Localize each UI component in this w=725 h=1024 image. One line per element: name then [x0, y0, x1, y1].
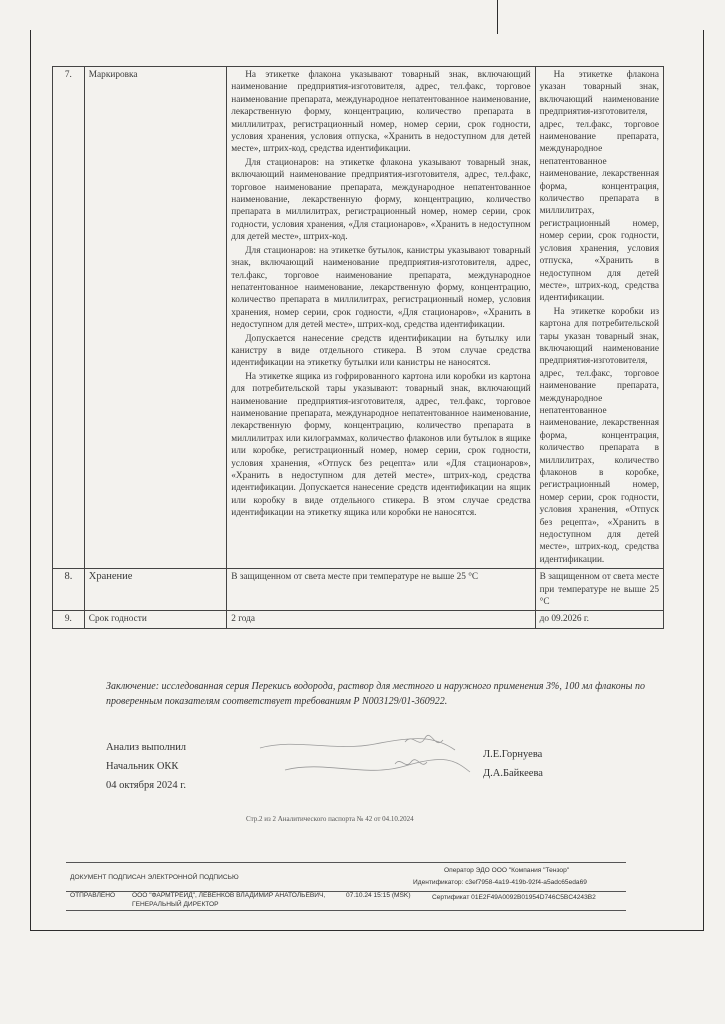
edo-stamp — [66, 862, 626, 912]
edo-certificate: Сертификат 01E2F49A0092B01954D746C5BC4243B2 — [432, 894, 596, 901]
row-number: 9. — [53, 611, 85, 628]
row-number: 7. — [53, 67, 85, 569]
head-name: Д.А.Байкеева — [483, 768, 543, 779]
fact-paragraph: На этикетке коробки из картона для потребительской тары указан товарный знак, включающий наименование предприятия-изготовителя, адрес, тел.факс, торговое наименование препарата, международное непатентованное наименование, лекарственная форма, концентрация, количество препарата в миллилитрах, количество флаконов в коробке, регистрационный номер, номер серии, срок годности, условия хранения, «Отпуск без рецепта», «Хранить в недоступном для детей месте», штрих-код, средства идентификации. — [539, 306, 659, 565]
row-name: Срок годности — [84, 611, 226, 628]
requirement-paragraph: На этикетке флакона указывают товарный знак, включающий наименование предприятия-изготовителя, адрес, тел.факс, торговое наименование препарата, международное непатентованное наименование, лекарственную форму, концентрацию, количество препарата в миллилитрах, регистрационный номер, номер серии, срок годности, условия хранения, условия отпуска, «Хранить в недоступном для детей месте», штрих-код, средства идентификации. — [231, 70, 531, 155]
signature-names — [483, 745, 543, 783]
requirement-paragraph: Для стационаров: на этикетке бутылок, канистры указывают товарный знак, включающий наименование предприятия-изготовителя, адрес, тел.факс, торговое наименование препарата, международное непатентованное наименование, лекарственную форму, концентрацию, количество препарата в миллилитрах, регистрационный номер, условия хранения, номер серии, срок годности, «Для стационаров», «Хранить в недоступном для детей месте», штрих-код, средства идентификации. — [231, 245, 531, 331]
table-row — [53, 611, 664, 628]
row-fact: В защищенном от света месте при температуре не выше 25 °С — [535, 569, 663, 611]
requirement-paragraph: Для стационаров: на этикетке флакона указывают товарный знак, включающий наименование предприятия-изготовителя, адрес, тел.факс, торговое наименование препарата, международное непатентованное наименование, лекарственную форму, концентрацию, количество препарата в миллилитрах, регистрационный номер, номер серии, срок годности, условия хранения, «Для стационаров», «Хранить в недоступном для детей месте», штрих-код. — [231, 157, 531, 243]
edo-operator: Оператор ЭДО ООО "Компания "Тензор" — [444, 867, 570, 874]
edo-identifier: Идентификатор: c3ef7958-4a19-419b-92f4-a5adc65eda69 — [413, 879, 587, 886]
row-name: Маркировка — [84, 67, 226, 569]
edo-header — [66, 862, 626, 892]
row-name: Хранение — [84, 569, 226, 611]
requirement-paragraph: Допускается нанесение средств идентификации на бутылку или канистру в виде отдельного стикера. В этом случае средства идентификации на этикетку бутылки или канистры не наносятся. — [231, 333, 531, 369]
scan-edge-line — [497, 0, 498, 34]
signature-labels — [106, 738, 186, 795]
row-number: 8. — [53, 569, 85, 611]
edo-sent-label: ОТПРАВЛЕНО — [70, 892, 116, 899]
row-fact — [535, 67, 663, 569]
edo-signed-label: ДОКУМЕНТ ПОДПИСАН ЭЛЕКТРОННОЙ ПОДПИСЬЮ — [70, 874, 239, 881]
conclusion-text: Заключение: исследованная серия Перекись водорода, раствор для местного и наружного применения 3%, 100 мл флаконы по проверенным показателям соответствует требованиям Р N003129/01-360922. — [106, 681, 645, 707]
analyst-name: Л.Е.Горнуева — [483, 749, 543, 760]
scan-bottom-line — [30, 930, 704, 931]
requirement-paragraph: На этикетке ящика из гофрированного картона или коробки из картона для потребительской тары указывают: товарный знак, включающий наименование предприятия-изготовителя, адрес, тел.факс, торговое наименование препарата, международное непатентованное наименование, лекарственную форму, концентрацию, количество препарата в миллилитрах или килограммах, количество флаконов или бутылок в ящике или коробке, регистрационный номер, номер серии, срок годности, условия хранения, «Отпуск без рецепта» или «Для стационаров», «Хранить в недоступном для детей месте», штрих-код, средства идентификации. Допускается нанесение средств идентификации на ящик или коробку в виде отдельного стикера. В этом случае средства идентификации на этикетку ящика или коробки не наносятся. — [231, 371, 531, 519]
analysis-label: Анализ выполнил — [106, 742, 187, 753]
edo-sender: ООО "ФАРМТРЕЙД", ЛЕВЕНКОВ ВЛАДИМИР АНАТОЛЬЕВИЧ, — [132, 892, 326, 899]
row-requirement: В защищенном от света месте при температуре не выше 25 °С — [227, 569, 535, 611]
handwritten-signature — [255, 730, 485, 785]
table-row — [53, 67, 664, 569]
spec-table — [52, 66, 664, 629]
fact-paragraph: На этикетке флакона указан товарный знак, включающий наименование предприятия-изготовителя, адрес, тел.факс, торговое наименование препарата, международное непатентованное наименование, лекарственная форма, концентрация, количество препарата в миллилитрах, регистрационный номер, номер серии, срок годности, условия хранения, условия отпуска, «Хранить в недоступном для детей месте», штрих-код, средства идентификации. — [539, 70, 659, 304]
edo-sent-row — [66, 890, 626, 911]
page-note: Стр.2 из 2 Аналитического паспорта № 42 от 04.10.2024 — [246, 815, 414, 823]
edo-timestamp: 07.10.24 15:15 (MSK) — [346, 892, 411, 899]
row-requirement — [227, 67, 535, 569]
table-row — [53, 569, 664, 611]
row-requirement: 2 года — [227, 611, 535, 628]
signature-date: 04 октября 2024 г. — [106, 780, 187, 791]
head-label: Начальник ОКК — [106, 761, 179, 772]
edo-sender-role: ГЕНЕРАЛЬНЫЙ ДИРЕКТОР — [132, 901, 219, 908]
row-fact: до 09.2026 г. — [535, 611, 663, 628]
